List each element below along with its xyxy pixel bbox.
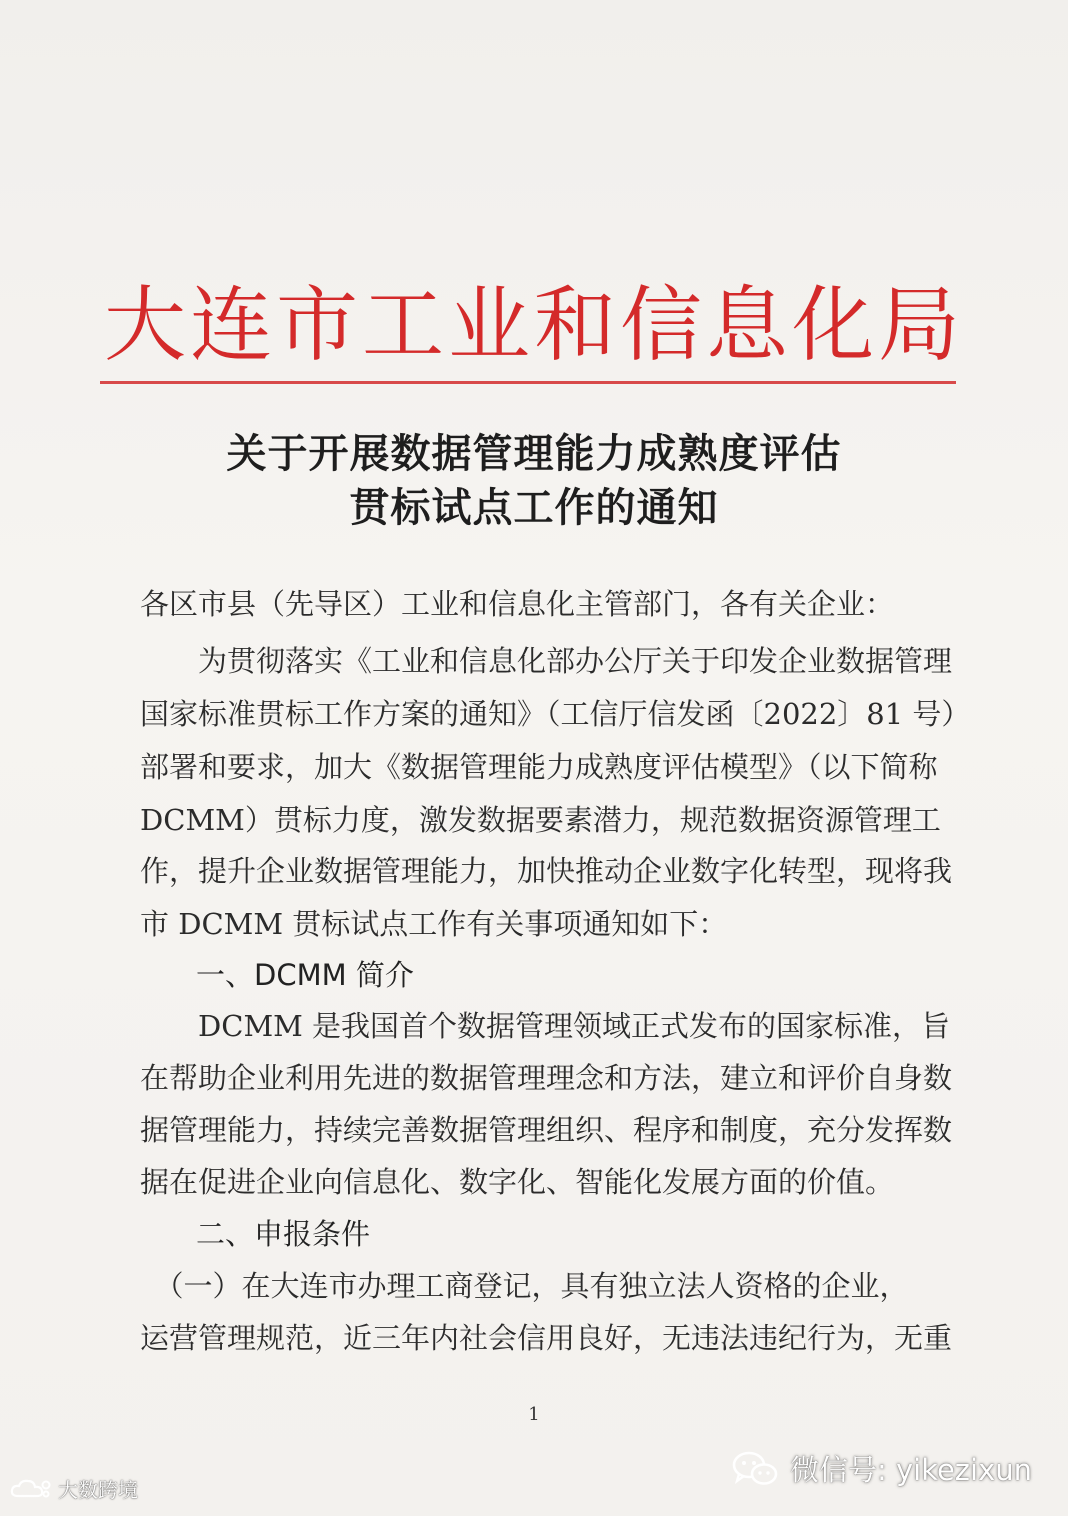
watermark-right-text: 微信号: yikezixun [789,1453,1032,1487]
body-line: 在帮助企业利用先进的数据管理理念和方法，建立和评价自身数 [140,1061,953,1095]
document-title-line-1: 关于开展数据管理能力成熟度评估 [226,431,842,477]
letterhead-org-name: 大连市工业和信息化局 [103,278,964,373]
watermark-right [730,1448,1032,1489]
body-line: 作，提升企业数据管理能力，加快推动企业数字化转型，现将我 [140,854,953,888]
page-number: 1 [528,1404,540,1425]
watermark-left-text: 大数跨境 [58,1478,138,1502]
salutation-line: 各区市县（先导区）工业和信息化主管部门，各有关企业： [140,587,895,621]
body-line: 国家标准贯标工作方案的通知》（工信厅信发函〔2022〕81 号） [140,697,971,731]
body-line: 据在促进企业向信息化、数字化、智能化发展方面的价值。 [140,1165,895,1199]
wechat-logo-icon [730,1449,780,1489]
section-heading-2: 二、申报条件 [196,1217,371,1251]
cloud-logo-icon [8,1476,52,1502]
body-line: 运营管理规范，近三年内社会信用良好，无违法违纪行为，无重 [140,1321,953,1355]
body-line: 为贯彻落实《工业和信息化部办公厅关于印发企业数据管理 [140,644,953,678]
body-line: 据管理能力，持续完善数据管理组织、程序和制度，充分发挥数 [140,1113,953,1147]
body-line: DCMM）贯标力度，激发数据要素潜力，规范数据资源管理工 [140,803,941,837]
letterhead-red-rule [100,381,956,384]
document-title-line-2: 贯标试点工作的通知 [349,485,719,531]
body-line: DCMM 是我国首个数据管理领域正式发布的国家标准，旨 [140,1009,951,1043]
body-line: （一）在大连市办理工商登记，具有独立法人资格的企业， [140,1269,909,1303]
body-line: 部署和要求，加大《数据管理能力成熟度评估模型》（以下简称 [140,750,938,784]
watermark-left [8,1474,138,1503]
body-line: 市 DCMM 贯标试点工作有关事项通知如下： [140,907,728,941]
section-heading-1: 一、DCMM 简介 [196,958,414,992]
